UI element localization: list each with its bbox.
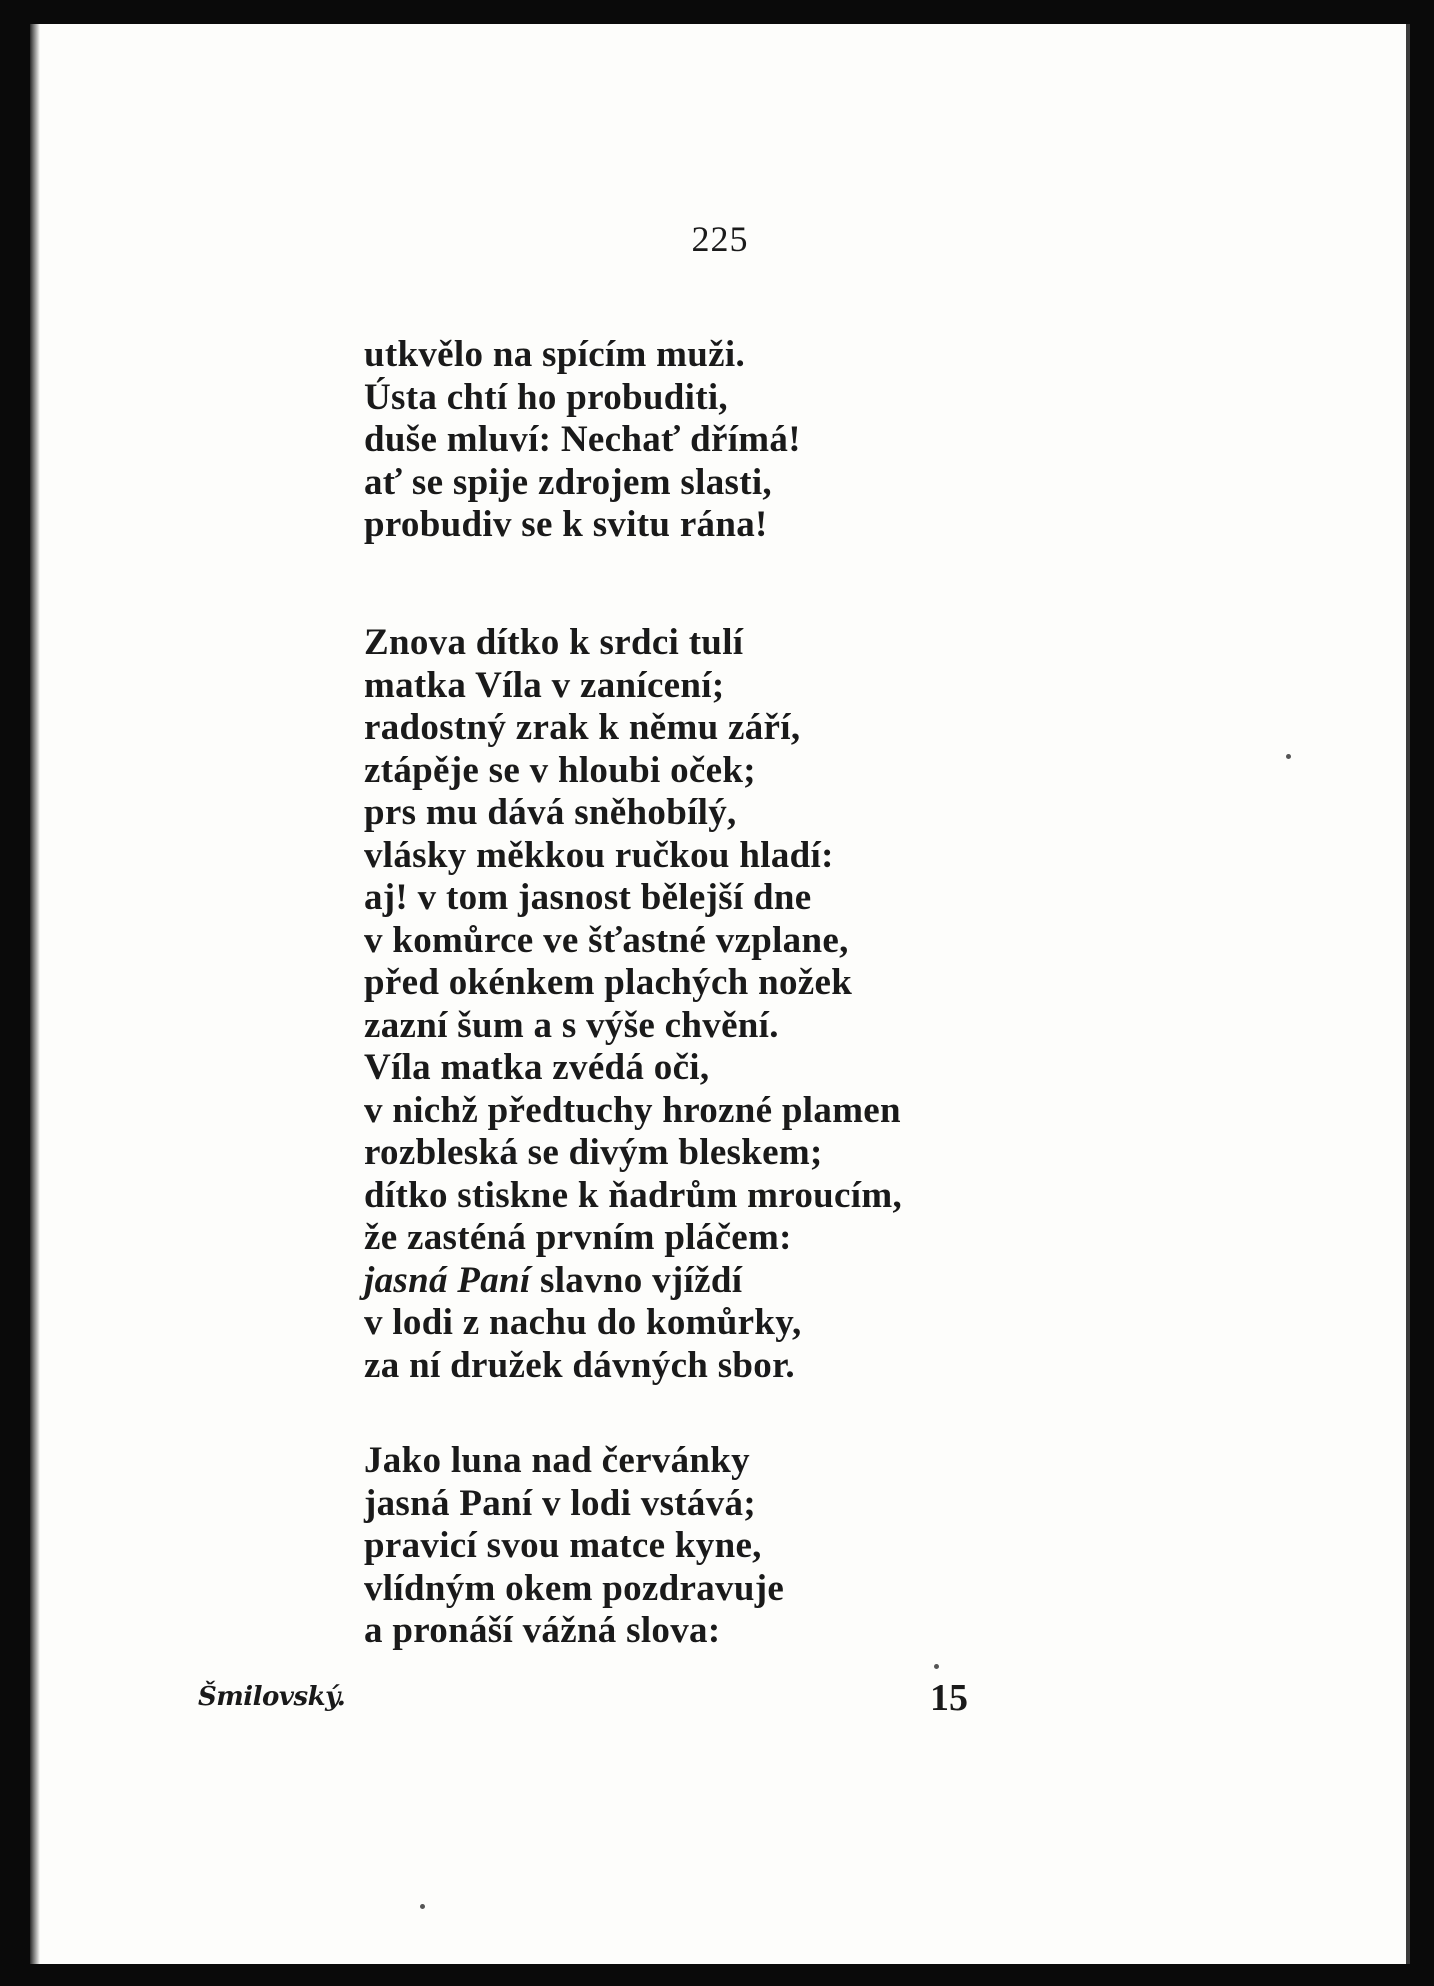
verse-line: ať se spije zdrojem slasti, xyxy=(364,461,772,503)
book-page xyxy=(30,24,1410,1964)
verse-line: ztápěje se v hloubi oček; xyxy=(364,749,756,791)
author-signature: Šmilovský. xyxy=(198,1682,346,1712)
verse-line: a pronáší vážná slova: xyxy=(364,1610,721,1651)
page-edge xyxy=(1406,24,1410,1964)
verse-line: duše mluví: Nechať dřímá! xyxy=(364,419,801,460)
verse-line: matka Víla v zanícení; xyxy=(364,664,725,706)
verse-line: aj! v tom jasnost bělejší dne xyxy=(364,877,812,918)
verse-line: Víla matka zvédá oči, xyxy=(364,1047,710,1088)
verse-line: před okénkem plachých nožek xyxy=(364,962,853,1003)
stanza-3 xyxy=(364,1440,784,1653)
verse-line: v nichž předtuchy hrozné plamen xyxy=(364,1089,901,1131)
verse-line: rozbleská se divým bleskem; xyxy=(364,1132,823,1173)
verse-line-rest: slavno vjíždí xyxy=(530,1259,743,1301)
verse-line: že zasténá prvním pláčem: xyxy=(364,1217,792,1258)
page-gutter-shadow xyxy=(30,24,40,1964)
verse-line: vlídným okem pozdravuje xyxy=(364,1567,785,1609)
verse-line-italic xyxy=(364,1260,902,1303)
verse-line: radostný zrak k němu září, xyxy=(364,707,801,748)
verse-line: v lodi z nachu do komůrky, xyxy=(364,1302,802,1343)
italic-phrase: jasná Paní xyxy=(364,1259,531,1301)
verse-line: Jako luna nad červánky xyxy=(364,1440,750,1481)
verse-line: dítko stiskne k ňadrům mroucím, xyxy=(364,1174,903,1216)
verse-line: v komůrce ve šťastné vzplane, xyxy=(364,919,849,961)
verse-line: pravicí svou matce kyne, xyxy=(364,1525,762,1566)
verse-line: utkvělo na spícím muži. xyxy=(364,334,746,375)
verse-line: jasná Paní v lodi vstává; xyxy=(364,1482,756,1524)
verse-line: prs mu dává sněhobílý, xyxy=(364,792,737,833)
verse-line: Ústa chtí ho probuditi, xyxy=(364,376,728,418)
verse-line: za ní družek dávných sbor. xyxy=(364,1344,795,1386)
page-number: 225 xyxy=(691,219,749,259)
stanza-2 xyxy=(364,622,902,1387)
verse-line: zazní šum a s výše chvění. xyxy=(364,1004,779,1046)
print-speck xyxy=(934,1664,939,1669)
verse-line: Znova dítko k srdci tulí xyxy=(364,622,744,663)
sheet-number: 15 xyxy=(930,1677,968,1719)
stanza-1 xyxy=(364,334,801,547)
verse-line: probudiv se k svitu rána! xyxy=(364,504,768,545)
print-speck xyxy=(420,1904,425,1909)
print-speck xyxy=(1286,754,1291,759)
verse-line: vlásky měkkou ručkou hladí: xyxy=(364,834,834,876)
